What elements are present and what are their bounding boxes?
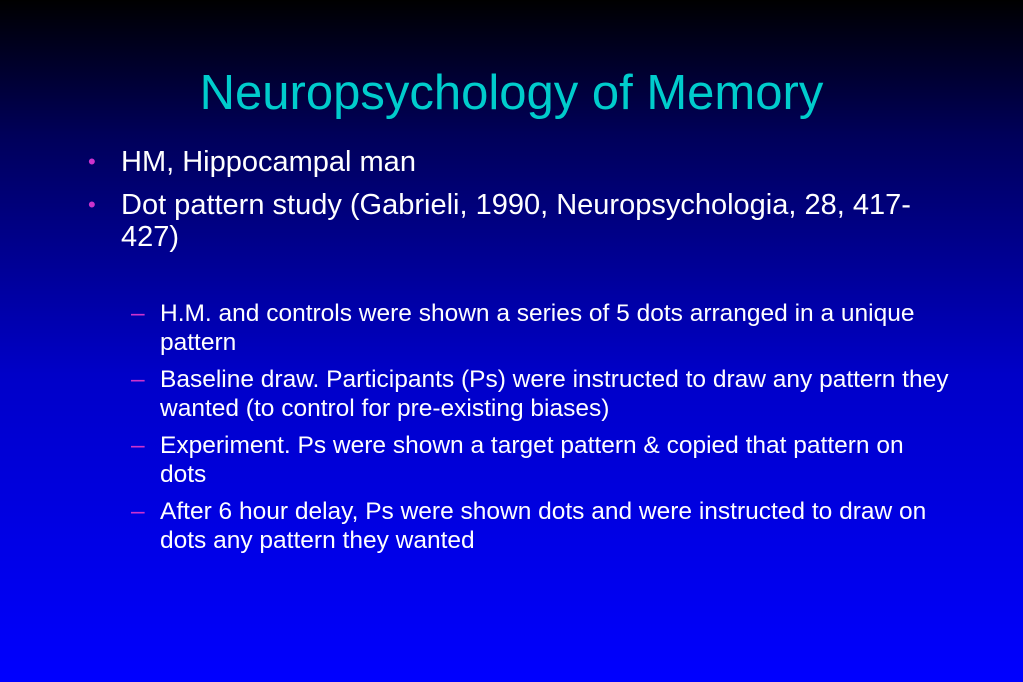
dash-marker: – [131,432,145,459]
bullet-text: HM, Hippocampal man [121,146,416,178]
sub-bullet-text: H.M. and controls were shown a series of 5 dots arranged in a unique pattern [160,300,915,356]
sub-bullet-item [131,432,951,489]
bullet-marker: • [88,192,96,217]
bullet-marker: • [88,149,96,174]
sub-bullet-list [131,300,951,564]
slide-title: Neuropsychology of Memory [199,66,824,120]
dash-marker: – [131,366,145,393]
bullet-text: Dot pattern study (Gabrieli, 1990, Neuropsychologia, 28, 417-427) [121,189,911,253]
sub-bullet-text: Baseline draw. Participants (Ps) were instructed to draw any pattern they wanted (to control for pre-existing biases) [160,366,949,422]
dash-marker: – [131,498,145,525]
bullet-item [88,189,968,253]
sub-bullet-text: After 6 hour delay, Ps were shown dots and were instructed to draw on dots any pattern they wanted [160,498,927,554]
sub-bullet-item [131,366,951,423]
sub-bullet-item [131,300,951,357]
main-bullet-list [88,146,968,264]
sub-bullet-text: Experiment. Ps were shown a target pattern & copied that pattern on dots [160,432,904,488]
dash-marker: – [131,300,145,327]
bullet-item [88,146,968,178]
sub-bullet-item [131,498,951,555]
